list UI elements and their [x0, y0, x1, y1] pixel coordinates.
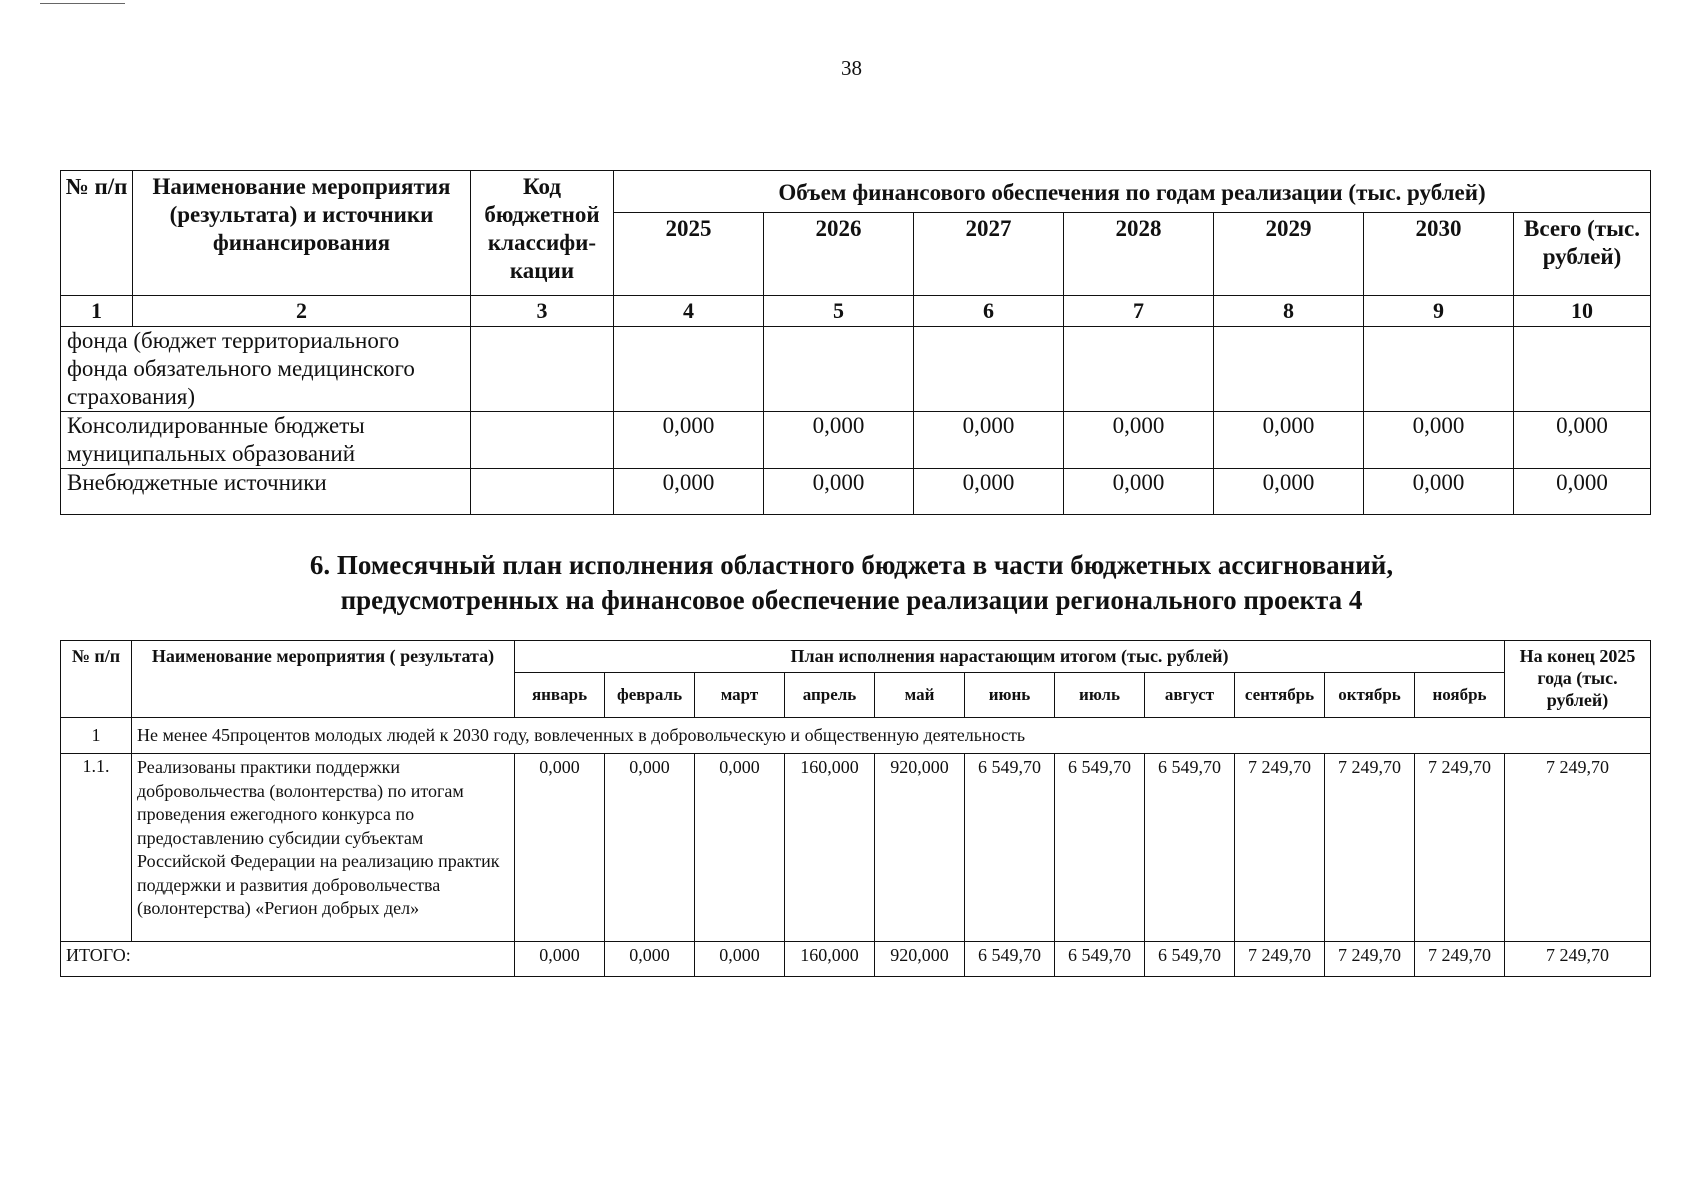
item-value: 7 249,70 — [1235, 754, 1325, 942]
header-month: июнь — [965, 673, 1055, 718]
header-year: 2026 — [764, 213, 914, 296]
row-value: 0,000 — [1514, 469, 1651, 515]
section-title-line: предусмотренных на финансовое обеспечение реализации регионального проекта 4 — [340, 585, 1363, 615]
row-value — [1364, 327, 1514, 412]
header-year: 2028 — [1064, 213, 1214, 296]
row-code — [471, 412, 614, 469]
total-value: 920,000 — [875, 942, 965, 977]
header-year: 2027 — [914, 213, 1064, 296]
header-month: май — [875, 673, 965, 718]
header-month: сентябрь — [1235, 673, 1325, 718]
header-total: Всего (тыс. рублей) — [1514, 213, 1651, 296]
col-number: 1 — [61, 296, 133, 327]
item-year-end: 7 249,70 — [1505, 754, 1651, 942]
row-code — [471, 469, 614, 515]
header-month: январь — [515, 673, 605, 718]
row-value: 0,000 — [1064, 469, 1214, 515]
page-number: 38 — [841, 56, 862, 80]
corner-line — [40, 3, 125, 4]
goal-num: 1 — [61, 718, 132, 754]
col-number: 2 — [133, 296, 471, 327]
row-value — [914, 327, 1064, 412]
header-month: февраль — [605, 673, 695, 718]
total-row — [61, 942, 1651, 977]
row-name: Внебюджетные источники — [61, 469, 471, 515]
total-value: 0,000 — [605, 942, 695, 977]
total-value: 6 549,70 — [1145, 942, 1235, 977]
table-row — [61, 754, 1651, 942]
row-value — [1514, 327, 1651, 412]
col-number: 9 — [1364, 296, 1514, 327]
goal-row — [61, 718, 1651, 754]
row-name: Консолидированные бюджеты муниципальных образований — [61, 412, 471, 469]
table-row — [61, 327, 1651, 412]
col-number: 6 — [914, 296, 1064, 327]
row-value: 0,000 — [1214, 469, 1364, 515]
header-num: № п/п — [61, 171, 133, 296]
row-value: 0,000 — [1064, 412, 1214, 469]
col-number: 7 — [1064, 296, 1214, 327]
total-value: 0,000 — [695, 942, 785, 977]
header-year: 2030 — [1364, 213, 1514, 296]
row-value: 0,000 — [914, 469, 1064, 515]
header-name: Наименование мероприятия (результата) и источники финансирования — [133, 171, 471, 296]
item-value: 920,000 — [875, 754, 965, 942]
total-value: 160,000 — [785, 942, 875, 977]
row-value — [1214, 327, 1364, 412]
header-month: ноябрь — [1415, 673, 1505, 718]
header-plan-span: План исполнения нарастающим итогом (тыс. рублей) — [515, 641, 1505, 673]
row-value — [764, 327, 914, 412]
total-label: ИТОГО: — [61, 942, 515, 977]
col-number: 10 — [1514, 296, 1651, 327]
row-value: 0,000 — [1364, 412, 1514, 469]
header-code: Код бюджетной классифи-кации — [471, 171, 614, 296]
item-value: 0,000 — [515, 754, 605, 942]
row-value — [614, 327, 764, 412]
row-value: 0,000 — [764, 412, 914, 469]
section-title — [0, 548, 1703, 618]
table-row — [61, 412, 1651, 469]
item-value: 7 249,70 — [1325, 754, 1415, 942]
row-value: 0,000 — [1214, 412, 1364, 469]
row-value: 0,000 — [1364, 469, 1514, 515]
row-value: 0,000 — [764, 469, 914, 515]
item-num: 1.1. — [61, 754, 132, 942]
col-number: 8 — [1214, 296, 1364, 327]
header-month: октябрь — [1325, 673, 1415, 718]
item-value: 6 549,70 — [1145, 754, 1235, 942]
row-value: 0,000 — [614, 412, 764, 469]
item-value: 160,000 — [785, 754, 875, 942]
monthly-plan-table — [60, 640, 1651, 977]
header-year: 2029 — [1214, 213, 1364, 296]
item-name: Реализованы практики поддержки добровольчества (волонтерства) по итогам проведения ежегодного конкурса по предоставлению субсидии субъектам Российской Федерации на реализацию практик поддержки и развития добровольчества (волонтерства) «Регион добрых дел» — [132, 754, 515, 942]
item-value: 6 549,70 — [965, 754, 1055, 942]
row-value: 0,000 — [614, 469, 764, 515]
total-value: 6 549,70 — [965, 942, 1055, 977]
total-value: 6 549,70 — [1055, 942, 1145, 977]
row-value — [1064, 327, 1214, 412]
row-code — [471, 327, 614, 412]
row-value: 0,000 — [1514, 412, 1651, 469]
item-value: 0,000 — [605, 754, 695, 942]
row-name: фонда (бюджет территориального фонда обязательного медицинского страхования) — [61, 327, 471, 412]
total-year-end: 7 249,70 — [1505, 942, 1651, 977]
header-name: Наименование мероприятия ( результата) — [132, 641, 515, 718]
header-month: март — [695, 673, 785, 718]
item-value: 7 249,70 — [1415, 754, 1505, 942]
col-number: 5 — [764, 296, 914, 327]
total-value: 7 249,70 — [1235, 942, 1325, 977]
item-value: 0,000 — [695, 754, 785, 942]
header-month: август — [1145, 673, 1235, 718]
goal-text: Не менее 45процентов молодых людей к 2030 году, вовлеченных в добровольческую и общественную деятельность — [132, 718, 1651, 754]
header-num: № п/п — [61, 641, 132, 718]
section-title-line: 6. Помесячный план исполнения областного бюджета в части бюджетных ассигнований, — [309, 550, 1394, 580]
header-month: июль — [1055, 673, 1145, 718]
header-month: апрель — [785, 673, 875, 718]
row-value: 0,000 — [914, 412, 1064, 469]
total-value: 7 249,70 — [1415, 942, 1505, 977]
total-value: 0,000 — [515, 942, 605, 977]
table-row — [61, 469, 1651, 515]
header-funding-span: Объем финансового обеспечения по годам реализации (тыс. рублей) — [614, 171, 1651, 213]
header-year-end: На конец 2025 года (тыс. рублей) — [1505, 641, 1651, 718]
funding-table — [60, 170, 1651, 515]
col-number: 4 — [614, 296, 764, 327]
item-value: 6 549,70 — [1055, 754, 1145, 942]
col-number: 3 — [471, 296, 614, 327]
header-year: 2025 — [614, 213, 764, 296]
total-value: 7 249,70 — [1325, 942, 1415, 977]
